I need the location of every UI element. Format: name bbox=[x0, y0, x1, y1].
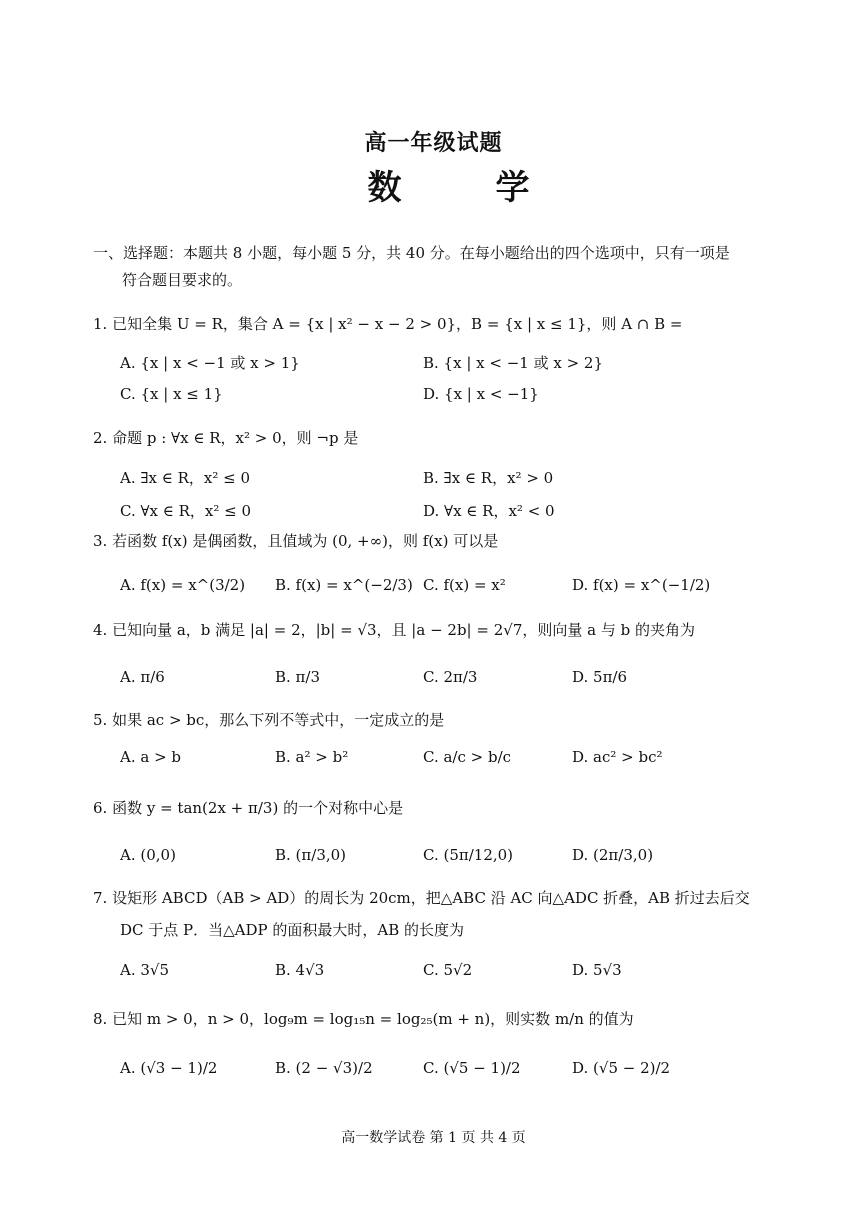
q8-option-d: D. (√5 − 2)/2 bbox=[572, 1059, 671, 1077]
q1-option-c: C. {x | x ≤ 1} bbox=[120, 385, 223, 403]
q3-option-a: A. f(x) = x^(3/2) bbox=[120, 576, 246, 594]
q4-option-b: B. π/3 bbox=[275, 668, 321, 686]
question-7-stem-line2: DC 于点 P．当△ADP 的面积最大时，AB 的长度为 bbox=[120, 921, 465, 939]
q5-option-c: C. a/c > b/c bbox=[423, 748, 512, 766]
q8-option-b: B. (2 − √3)/2 bbox=[275, 1059, 373, 1077]
q8-option-a: A. (√3 − 1)/2 bbox=[120, 1059, 218, 1077]
q4-option-c: C. 2π/3 bbox=[423, 668, 478, 686]
question-5-stem: 5. 如果 ac > bc，那么下列不等式中，一定成立的是 bbox=[93, 711, 445, 729]
q7-option-b: B. 4√3 bbox=[275, 961, 325, 979]
question-1-stem: 1. 已知全集 U = R，集合 A = {x | x² − x − 2 > 0}，B = {x | x ≤ 1}，则 A ∩ B = bbox=[93, 315, 683, 333]
q3-option-d: D. f(x) = x^(−1/2) bbox=[572, 576, 711, 594]
question-7-stem: 7. 设矩形 ABCD（AB > AD）的周长为 20cm，把△ABC 沿 AC 向△ADC 折叠，AB 折过去后交 bbox=[93, 889, 750, 907]
q6-option-d: D. (2π/3,0) bbox=[572, 846, 654, 864]
question-4-stem: 4. 已知向量 a，b 满足 |a| = 2，|b| = √3，且 |a − 2b| = 2√7，则向量 a 与 b 的夹角为 bbox=[93, 621, 695, 639]
q6-option-a: A. (0,0) bbox=[120, 846, 176, 864]
q1-option-a: A. {x | x < −1 或 x > 1} bbox=[120, 354, 300, 372]
section-heading-line2: 符合题目要求的。 bbox=[122, 271, 243, 289]
q5-option-d: D. ac² > bc² bbox=[572, 748, 663, 766]
q4-option-a: A. π/6 bbox=[120, 668, 165, 686]
q3-option-c: C. f(x) = x² bbox=[423, 576, 506, 594]
q2-option-b: B. ∃x ∈ R，x² > 0 bbox=[423, 469, 554, 487]
q3-option-b: B. f(x) = x^(−2/3) bbox=[275, 576, 413, 594]
question-8-stem: 8. 已知 m > 0，n > 0，log₉m = log₁₅n = log₂₅(m + n)，则实数 m/n 的值为 bbox=[93, 1010, 634, 1028]
q6-option-b: B. (π/3,0) bbox=[275, 846, 347, 864]
exam-title: 高一年级试题 bbox=[364, 130, 503, 156]
question-3-stem: 3. 若函数 f(x) 是偶函数，且值域为 (0, +∞)，则 f(x) 可以是 bbox=[93, 532, 499, 550]
q5-option-a: A. a > b bbox=[120, 748, 182, 766]
page-footer: 高一数学试卷 第 1 页 共 4 页 bbox=[341, 1130, 526, 1146]
q1-option-b: B. {x | x < −1 或 x > 2} bbox=[423, 354, 604, 372]
q8-option-c: C. (√5 − 1)/2 bbox=[423, 1059, 521, 1077]
q6-option-c: C. (5π/12,0) bbox=[423, 846, 514, 864]
q2-option-d: D. ∀x ∈ R，x² < 0 bbox=[423, 502, 555, 520]
q2-option-a: A. ∃x ∈ R，x² ≤ 0 bbox=[120, 469, 251, 487]
question-6-stem: 6. 函数 y = tan(2x + π/3) 的一个对称中心是 bbox=[93, 799, 404, 817]
question-2-stem: 2. 命题 p : ∀x ∈ R，x² > 0，则 ¬p 是 bbox=[93, 429, 359, 447]
q2-option-c: C. ∀x ∈ R，x² ≤ 0 bbox=[120, 502, 252, 520]
q1-option-d: D. {x | x < −1} bbox=[423, 385, 539, 403]
q7-option-a: A. 3√5 bbox=[120, 961, 170, 979]
subject-title: 数 学 bbox=[367, 168, 560, 208]
q4-option-d: D. 5π/6 bbox=[572, 668, 628, 686]
q7-option-c: C. 5√2 bbox=[423, 961, 473, 979]
q5-option-b: B. a² > b² bbox=[275, 748, 349, 766]
q7-option-d: D. 5√3 bbox=[572, 961, 622, 979]
section-heading-line1: 一、选择题：本题共 8 小题，每小题 5 分，共 40 分。在每小题给出的四个选项中，只有一项是 bbox=[93, 244, 730, 262]
